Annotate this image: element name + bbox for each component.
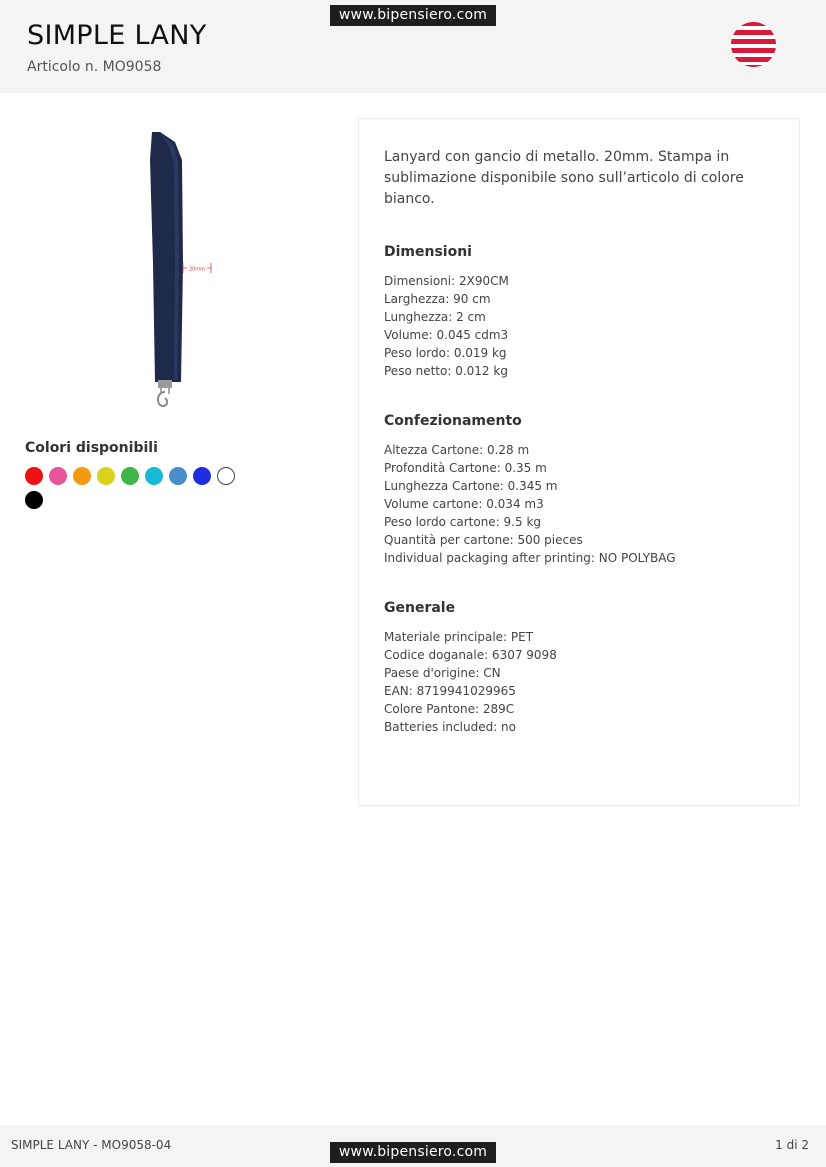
color-swatch[interactable] [25, 491, 43, 509]
color-swatch[interactable] [25, 467, 43, 485]
logo-stripe [731, 65, 776, 67]
product-description: Lanyard con gancio di metallo. 20mm. Stampa in sublimazione disponibile sono sull’articolo di colore bianco. [384, 149, 744, 207]
logo-stripe [731, 48, 776, 53]
spec-item: Volume: 0.045 cdm3 [384, 328, 509, 342]
dimension-label: 20mm [188, 266, 206, 273]
footer-page-number: 1 di 2 [775, 1138, 809, 1152]
color-swatch[interactable] [193, 467, 211, 485]
site-url-badge-bottom[interactable]: www.bipensiero.com [330, 1142, 496, 1163]
spec-list-dimensioni [384, 272, 509, 380]
available-colors-title: Colori disponibili [25, 440, 158, 456]
logo-stripe [731, 30, 776, 35]
spec-item: Quantità per cartone: 500 pieces [384, 533, 583, 547]
color-swatch[interactable] [49, 467, 67, 485]
spec-item: Lunghezza Cartone: 0.345 m [384, 479, 558, 493]
spec-item: Lunghezza: 2 cm [384, 310, 486, 324]
section-title-dimensioni: Dimensioni [384, 244, 472, 260]
spec-item: Larghezza: 90 cm [384, 292, 491, 306]
spec-item: Codice doganale: 6307 9098 [384, 648, 557, 662]
color-swatch[interactable] [169, 467, 187, 485]
hook-clamp [158, 380, 172, 388]
spec-item: Colore Pantone: 289C [384, 702, 515, 716]
striped-circle-logo-icon [731, 22, 776, 67]
spec-item: Paese d'origine: CN [384, 666, 501, 680]
spec-item: Altezza Cartone: 0.28 m [384, 443, 530, 457]
spec-item: EAN: 8719941029965 [384, 684, 516, 698]
section-title-generale: Generale [384, 600, 456, 616]
spec-list-confezionamento [384, 441, 676, 567]
spec-item: Peso lordo cartone: 9.5 kg [384, 515, 542, 529]
product-title: SIMPLE LANY [27, 20, 207, 51]
logo-stripe [731, 57, 776, 62]
product-article-number: Articolo n. MO9058 [27, 59, 162, 75]
logo-stripe [731, 39, 776, 44]
spec-item: Dimensioni: 2X90CM [384, 274, 509, 288]
spec-item: Profondità Cartone: 0.35 m [384, 461, 547, 475]
color-swatch[interactable] [73, 467, 91, 485]
spec-item: Batteries included: no [384, 720, 516, 734]
spec-item: Peso lordo: 0.019 kg [384, 346, 507, 360]
color-swatch[interactable] [217, 467, 235, 485]
spec-list-generale [384, 628, 557, 736]
spec-item: Peso netto: 0.012 kg [384, 364, 508, 378]
color-swatch[interactable] [97, 467, 115, 485]
spec-item: Volume cartone: 0.034 m3 [384, 497, 544, 511]
spec-item: Materiale principale: PET [384, 630, 534, 644]
footer-article-code: SIMPLE LANY - MO9058-04 [11, 1138, 172, 1152]
site-url-badge-top[interactable]: www.bipensiero.com [330, 5, 496, 26]
color-swatch-list [25, 467, 240, 509]
color-swatch[interactable] [145, 467, 163, 485]
lanyard-image-icon [100, 124, 230, 409]
section-title-confezionamento: Confezionamento [384, 413, 522, 429]
hook-clasp [158, 392, 167, 406]
spec-item: Individual packaging after printing: NO POLYBAG [384, 551, 676, 565]
logo-stripe [731, 22, 776, 26]
color-swatch[interactable] [121, 467, 139, 485]
